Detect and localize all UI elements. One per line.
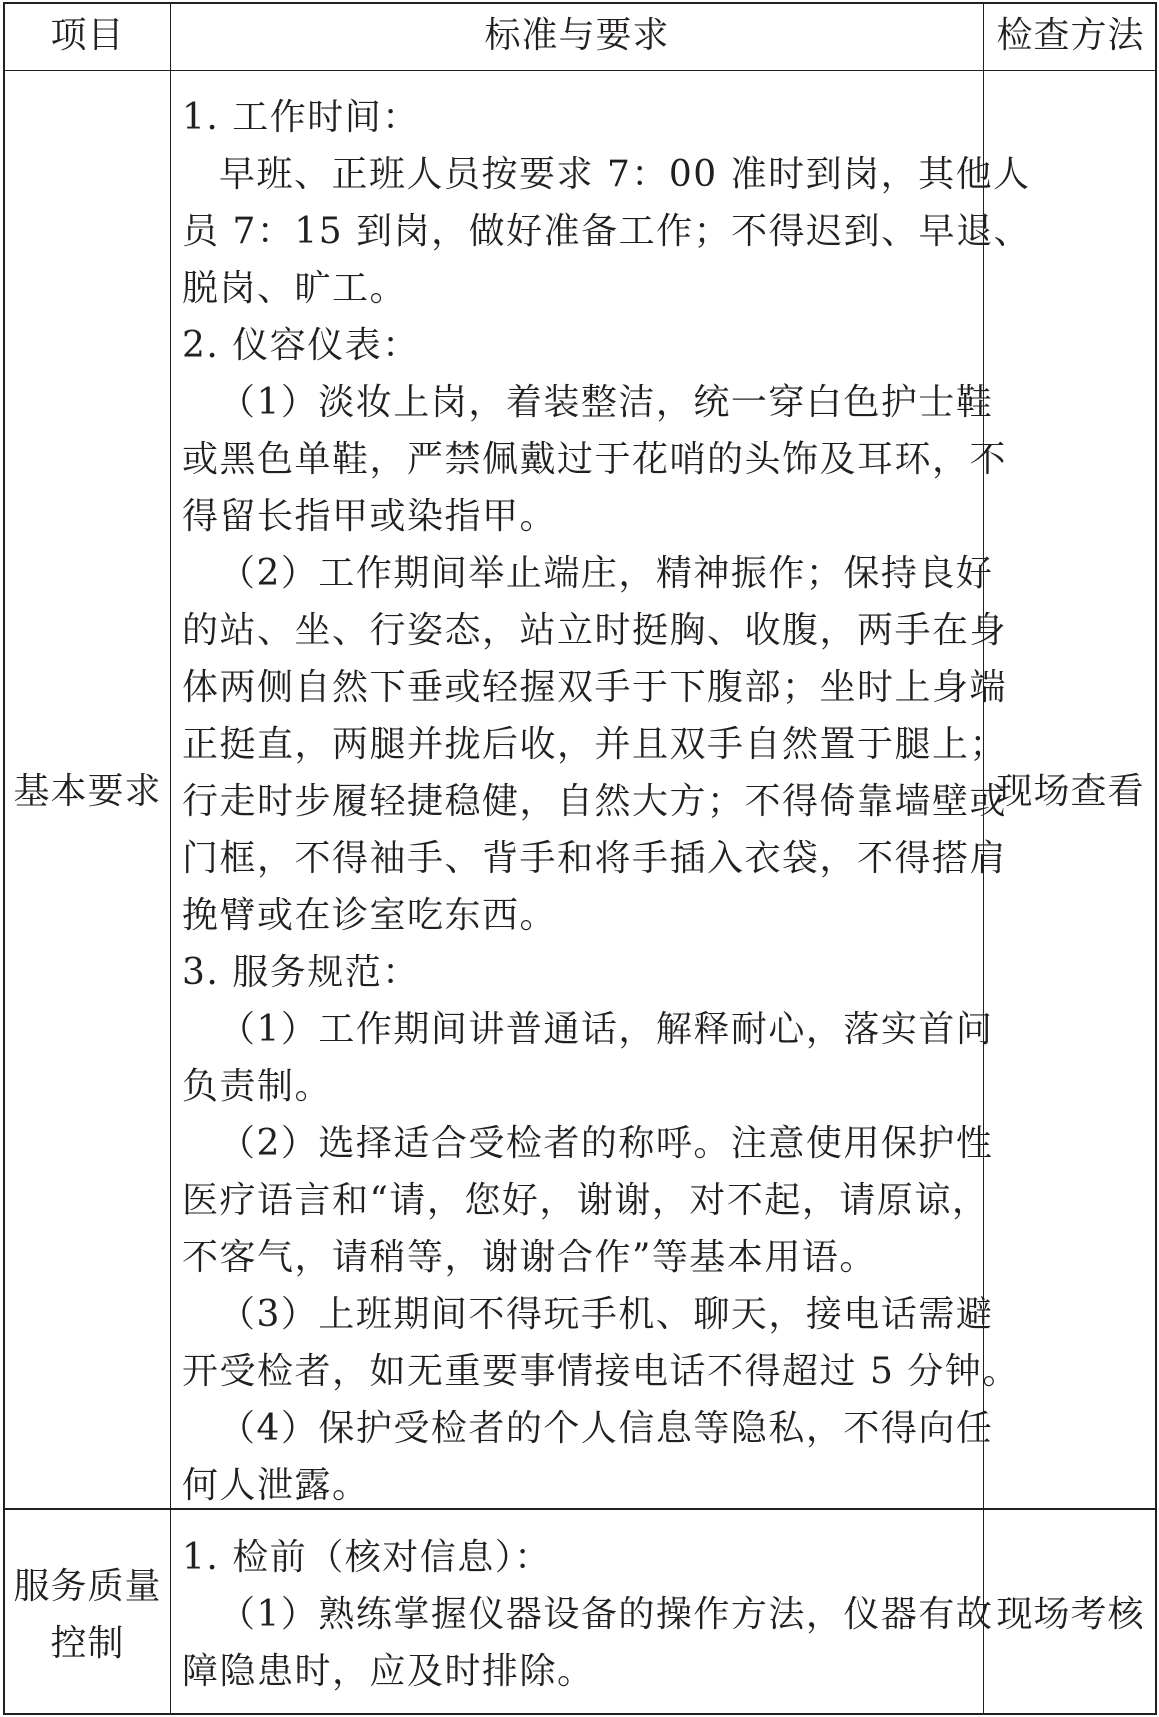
standard-line: 1. 工作时间： [182,97,420,138]
standard-line: （4）保护受检者的个人信息等隐私，不得向任 [219,1408,994,1449]
standard-line: （2）工作期间举止端庄，精神振作；保持良好 [219,553,994,594]
standard-line: 1. 检前（核对信息）： [182,1537,552,1578]
standard-line: 员 7：15 到岗，做好准备工作；不得迟到、早退、 [182,211,1032,252]
standard-line: 负责制。 [182,1066,333,1107]
standard-line: 正挺直，两腿并拢后收，并且双手自然置于腿上； [182,724,1008,765]
standard-line: 行走时步履轻捷稳健，自然大方；不得倚靠墙壁或 [182,781,1008,822]
standard-line: 不客气，请稍等，谢谢合作”等基本用语。 [182,1237,877,1278]
standard-line: 早班、正班人员按要求 7：00 准时到岗，其他人 [219,154,1031,195]
standard-line: 2. 仪容仪表： [182,325,420,366]
standard-line: 障隐患时，应及时排除。 [182,1651,595,1692]
standard-line: 挽臂或在诊室吃东西。 [182,895,558,936]
standard-line: 3. 服务规范： [182,952,420,993]
standard-line: （1）工作期间讲普通话，解释耐心，落实首问 [219,1009,994,1050]
standard-line: 的站、坐、行姿态，站立时挺胸、收腹，两手在身 [182,610,1008,651]
standard-line: 何人泄露。 [182,1465,370,1506]
standard-line: 医疗语言和“请，您好，谢谢，对不起，请原谅， [182,1180,990,1221]
standard-line: 或黑色单鞋，严禁佩戴过于花哨的头饰及耳环，不 [182,439,1008,480]
standard-line: （3）上班期间不得玩手机、聊天，接电话需避 [219,1294,994,1335]
standard-line: 得留长指甲或染指甲。 [182,496,558,537]
standard-line: 开受检者，如无重要事情接电话不得超过 5 分钟。 [182,1351,1020,1392]
standard-line: 门框，不得袖手、背手和将手插入衣袋，不得搭肩 [182,838,1008,879]
header-divider [3,70,1157,71]
standard-line: 体两侧自然下垂或轻握双手于下腹部；坐时上身端 [182,667,1008,708]
row-divider [3,1508,1157,1510]
row-item-quality: 服务质量 [13,1566,162,1607]
header-standard: 标准与要求 [484,15,670,56]
row-item-basic: 基本要求 [13,771,162,812]
standard-line: （2）选择适合受检者的称呼。注意使用保护性 [219,1123,994,1164]
row-item-quality-line2: 控制 [50,1623,125,1664]
standard-line: 脱岗、旷工。 [182,268,408,309]
standard-line: （1）淡妆上岗，着装整洁，统一穿白色护士鞋 [219,382,994,423]
row-method-quality: 现场考核 [996,1594,1145,1635]
row-method-basic: 现场查看 [996,771,1145,812]
column-divider [170,2,171,1715]
standard-line: （1）熟练掌握仪器设备的操作方法，仪器有故 [219,1594,994,1635]
header-method: 检查方法 [996,15,1145,56]
header-item: 项目 [50,15,125,56]
